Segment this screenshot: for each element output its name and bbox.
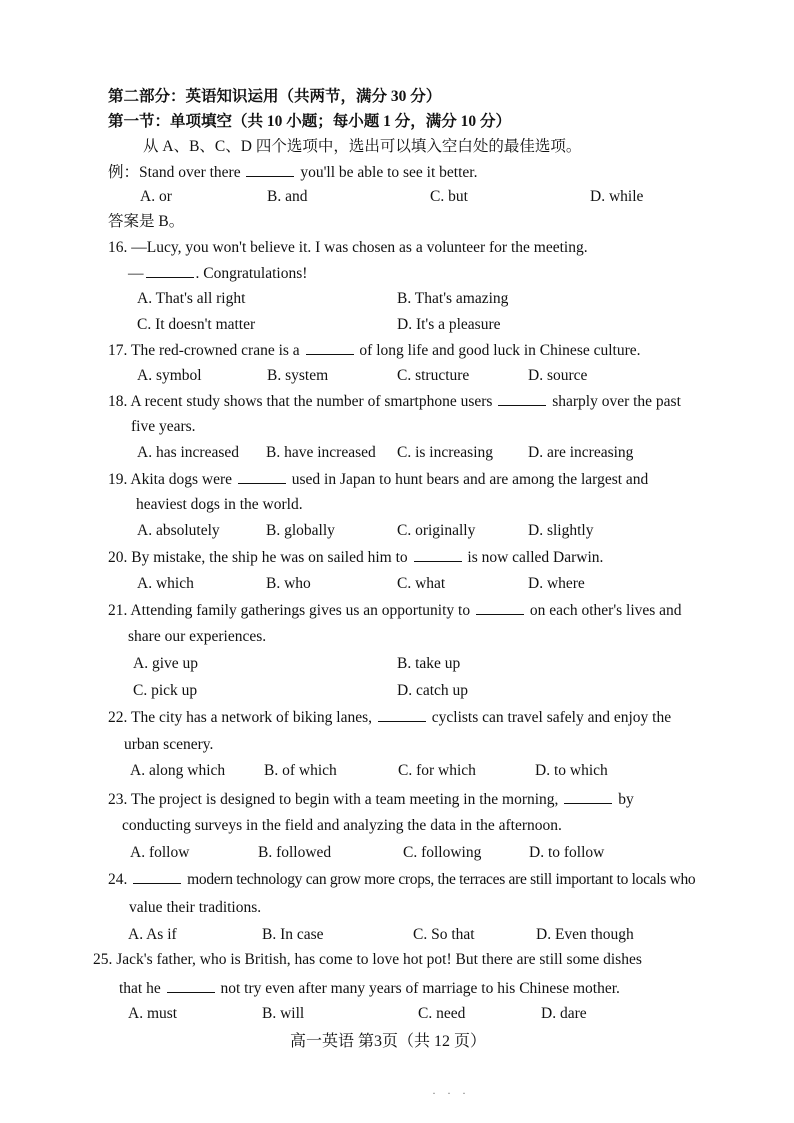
question-number: 22. bbox=[108, 709, 128, 726]
question-text: A recent study shows that the number of smartphone users bbox=[130, 393, 493, 410]
question-number: 24. bbox=[108, 871, 128, 888]
answer-blank bbox=[498, 391, 546, 406]
question-text: modern technology can grow more crops, the terraces are still important to locals who bbox=[187, 871, 696, 888]
question-18-option-a: A. has increased bbox=[137, 444, 239, 461]
question-22-option-b: B. of which bbox=[264, 762, 337, 779]
answer-blank bbox=[146, 263, 194, 278]
question-19-option-a: A. absolutely bbox=[137, 522, 220, 539]
question-number: 21. bbox=[108, 602, 128, 619]
question-16-option-c: C. It doesn't matter bbox=[137, 316, 256, 333]
question-18-stem bbox=[108, 391, 681, 412]
question-text: sharply over the past bbox=[552, 393, 681, 410]
question-16-line2 bbox=[128, 263, 307, 284]
question-19-stem bbox=[108, 469, 648, 490]
question-text: is now called Darwin. bbox=[467, 549, 604, 566]
question-number: 18. bbox=[108, 393, 128, 410]
question-text: The city has a network of biking lanes, bbox=[130, 709, 373, 726]
question-21-option-a: A. give up bbox=[133, 655, 199, 672]
question-number: 17. bbox=[108, 342, 128, 359]
question-number: 19. bbox=[108, 471, 128, 488]
question-20-option-d: D. where bbox=[528, 575, 585, 592]
part-title: 第二部分：英语知识运用（共两节，满分 30 分） bbox=[108, 88, 442, 105]
question-text: Attending family gatherings gives us an opportunity to bbox=[130, 602, 471, 619]
question-24-option-c: C. So that bbox=[413, 926, 475, 943]
question-number: 23. bbox=[108, 791, 128, 808]
question-17-option-c: C. structure bbox=[397, 367, 470, 384]
question-23-option-c: C. following bbox=[403, 844, 482, 861]
answer-blank bbox=[414, 547, 462, 562]
question-24-option-a: A. As if bbox=[128, 926, 177, 943]
question-21-option-c: C. pick up bbox=[133, 682, 198, 699]
question-22-option-c: C. for which bbox=[398, 762, 476, 779]
question-22-option-a: A. along which bbox=[130, 762, 226, 779]
question-18-option-b: B. have increased bbox=[266, 444, 376, 461]
question-23-line2: conducting surveys in the field and analyzing the data in the afternoon. bbox=[122, 817, 562, 834]
question-19-option-c: C. originally bbox=[397, 522, 476, 539]
question-text: The project is designed to begin with a team meeting in the morning, bbox=[130, 791, 559, 808]
example-option-c: C. but bbox=[430, 188, 468, 205]
question-number: 16. bbox=[108, 239, 128, 256]
question-24-option-d: D. Even though bbox=[536, 926, 634, 943]
question-20-option-b: B. who bbox=[266, 575, 311, 592]
example-stem-b: you'll be able to see it better. bbox=[300, 164, 478, 181]
question-23-stem bbox=[108, 789, 634, 810]
question-24-option-b: B. In case bbox=[262, 926, 324, 943]
question-23-option-d: D. to follow bbox=[529, 844, 605, 861]
example-answer: 答案是 B。 bbox=[108, 213, 185, 230]
question-text: By mistake, the ship he was on sailed him to bbox=[131, 549, 408, 566]
question-text: — bbox=[128, 265, 144, 282]
question-21-option-d: D. catch up bbox=[397, 682, 469, 699]
question-18-option-c: C. is increasing bbox=[397, 444, 493, 461]
answer-blank bbox=[246, 162, 294, 177]
question-20-option-c: C. what bbox=[397, 575, 446, 592]
question-25-option-c: C. need bbox=[418, 1005, 466, 1022]
scan-dots: · · · bbox=[432, 1086, 470, 1100]
question-number: 20. bbox=[108, 549, 128, 566]
answer-blank bbox=[564, 789, 612, 804]
answer-blank bbox=[476, 600, 524, 615]
example-stem bbox=[108, 162, 477, 183]
question-16-option-a: A. That's all right bbox=[137, 290, 246, 307]
question-number: 25. bbox=[93, 951, 113, 968]
answer-blank bbox=[167, 978, 215, 993]
question-17-option-b: B. system bbox=[267, 367, 329, 384]
answer-blank bbox=[238, 469, 286, 484]
question-17-option-d: D. source bbox=[528, 367, 588, 384]
question-21-line2: share our experiences. bbox=[128, 628, 267, 645]
question-17-stem bbox=[108, 340, 641, 361]
question-16-line1 bbox=[108, 238, 588, 258]
question-24-line2: value their traditions. bbox=[129, 899, 262, 916]
question-16-option-b: B. That's amazing bbox=[397, 290, 509, 307]
question-22-line2: urban scenery. bbox=[124, 736, 214, 753]
question-21-stem bbox=[108, 600, 682, 621]
question-text: not try even after many years of marriage to his Chinese mother. bbox=[220, 980, 620, 997]
question-25-option-a: A. must bbox=[128, 1005, 178, 1022]
question-text: —Lucy, you won't believe it. I was chosen as a volunteer for the meeting. bbox=[131, 239, 588, 256]
page-footer: 高一英语 第3页（共 12 页） bbox=[290, 1033, 487, 1050]
question-25-option-d: D. dare bbox=[541, 1005, 587, 1022]
question-25-line1 bbox=[93, 950, 642, 970]
question-text: that he bbox=[119, 980, 161, 997]
answer-blank bbox=[306, 340, 354, 355]
question-text: The red-crowned crane is a bbox=[130, 342, 300, 359]
question-22-stem bbox=[108, 707, 671, 728]
question-text: Jack's father, who is British, has come to love hot pot! But there are still some dishes bbox=[116, 951, 642, 968]
question-18-line2: five years. bbox=[131, 418, 196, 435]
question-17-option-a: A. symbol bbox=[137, 367, 202, 384]
question-18-option-d: D. are increasing bbox=[528, 444, 634, 461]
question-20-option-a: A. which bbox=[137, 575, 194, 592]
question-text: used in Japan to hunt bears and are among the largest and bbox=[291, 471, 649, 488]
answer-blank bbox=[133, 869, 181, 884]
question-19-line2: heaviest dogs in the world. bbox=[136, 496, 303, 513]
example-prefix: 例： bbox=[108, 164, 140, 181]
question-19-option-b: B. globally bbox=[266, 522, 335, 539]
question-25-option-b: B. will bbox=[262, 1005, 305, 1022]
instruction: 从 A、B、C、D 四个选项中，选出可以填入空白处的最佳选项。 bbox=[143, 138, 582, 155]
question-text: cyclists can travel safely and enjoy the bbox=[431, 709, 672, 726]
question-text: . Congratulations! bbox=[195, 265, 308, 282]
example-option-b: B. and bbox=[267, 188, 308, 205]
question-16-option-d: D. It's a pleasure bbox=[397, 316, 501, 333]
question-text: Akita dogs were bbox=[130, 471, 232, 488]
question-text: on each other's lives and bbox=[529, 602, 682, 619]
question-21-option-b: B. take up bbox=[397, 655, 461, 672]
example-option-a: A. or bbox=[140, 188, 172, 205]
example-stem-a: Stand over there bbox=[139, 164, 241, 181]
question-25-line2 bbox=[119, 978, 620, 999]
question-24-stem bbox=[108, 869, 695, 890]
answer-blank bbox=[378, 707, 426, 722]
question-22-option-d: D. to which bbox=[535, 762, 608, 779]
sub-title: 第一节：单项填空（共 10 小题；每小题 1 分，满分 10 分） bbox=[108, 113, 512, 130]
question-text: of long life and good luck in Chinese culture. bbox=[359, 342, 641, 359]
question-19-option-d: D. slightly bbox=[528, 522, 594, 539]
question-23-option-b: B. followed bbox=[258, 844, 332, 861]
example-option-d: D. while bbox=[590, 188, 644, 205]
question-text: by bbox=[618, 791, 634, 808]
question-23-option-a: A. follow bbox=[130, 844, 190, 861]
question-20-stem bbox=[108, 547, 603, 568]
